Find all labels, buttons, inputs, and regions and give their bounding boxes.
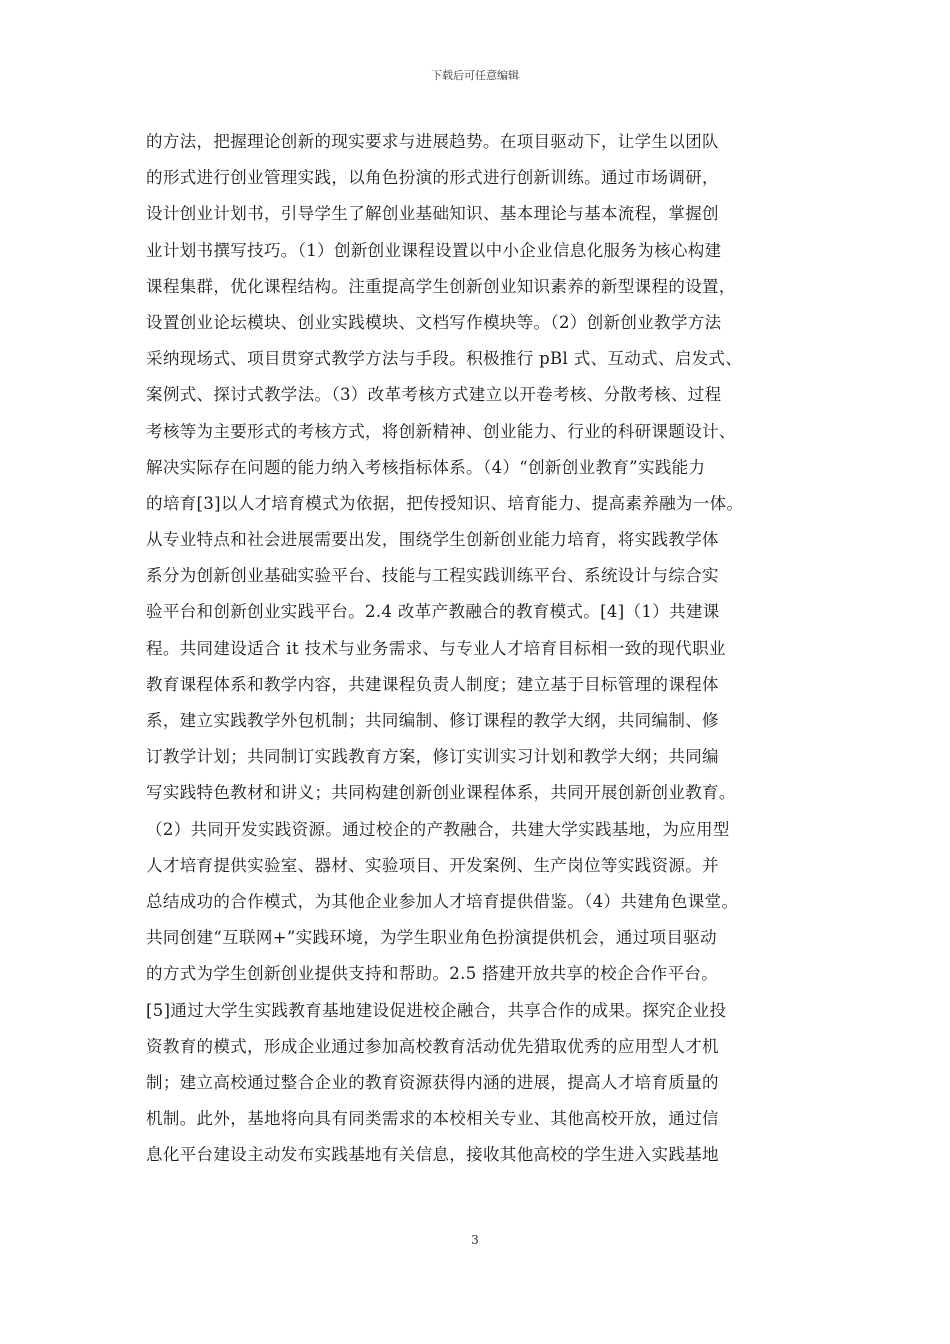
text-line: 息化平台建设主动发布实践基地有关信息，接收其他高校的学生进入实践基地 [146,1145,719,1165]
text-line: 系，建立实践教学外包机制；共同编制、修订课程的教学大纲，共同编制、修 [146,711,719,730]
text-line: 考核等为主要形式的考核方式，将创新精神、创业能力、行业的科研课题设计、 [146,421,736,441]
text-line: 共同创建“互联网+”实践环境，为学生职业角色扮演提供机会，通过项目驱动 [146,928,717,948]
text-line: 的培育[3]以人才培育模式为依据，把传授知识、培育能力、提高素养融为一体。 [146,493,744,513]
text-line: 解决实际存在问题的能力纳入考核指标体系。（4）“创新创业教育”实践能力 [146,457,706,477]
text-line: 课程集群，优化课程结构。注重提高学生创新创业知识素养的新型课程的设置， [146,276,736,296]
text-line: 写实践特色教材和讲义；共同构建创新创业课程体系，共同开展创新创业教育。 [146,783,736,803]
text-line: （2）共同开发实践资源。通过校企的产教融合，共建大学实践基地，为应用型 [146,819,730,839]
text-line: 设计创业计划书，引导学生了解创业基础知识、基本理论与基本流程，掌握创 [146,204,719,224]
text-line: 案例式、探讨式教学法。（3）改革考核方式建立以开卷考核、分散考核、过程 [146,385,722,405]
page-header: 下载后可任意编辑 [431,69,519,82]
document-body [146,124,818,1173]
text-line: 验平台和创新创业实践平台。2.4 改革产教融合的教育模式。[4]（1）共建课 [146,602,720,622]
text-line: 程。共同建设适合 it 技术与业务需求、与专业人才培育目标相一致的现代职业 [146,638,726,658]
page-number: 3 [471,1233,479,1247]
text-line: 的形式进行创业管理实践，以角色扮演的形式进行创新训练。通过市场调研， [146,168,719,188]
text-line: 设置创业论坛模块、创业实践模块、文档写作模块等。（2）创新创业教学方法 [146,312,722,332]
text-line: 的方式为学生创新创业提供支持和帮助。2.5 搭建开放共享的校企合作平台。 [146,964,719,984]
text-line: 业计划书撰写技巧。（1）创新创业课程设置以中小企业信息化服务为核心构建 [146,240,722,260]
text-line: 系分为创新创业基础实验平台、技能与工程实践训练平台、系统设计与综合实 [146,566,719,586]
text-line: 总结成功的合作模式，为其他企业参加人才培育提供借鉴。（4）共建角色课堂。 [146,891,739,911]
text-line: 从专业特点和社会进展需要出发，围绕学生创新创业能力培育，将实践教学体 [146,530,719,550]
text-line: 人才培育提供实验室、器材、实验项目、开发案例、生产岗位等实践资源。并 [146,855,719,875]
text-line: 订教学计划；共同制订实践教育方案，修订实训实习计划和教学大纲；共同编 [146,747,719,767]
text-line: [5]通过大学生实践教育基地建设促进校企融合，共享合作的成果。探究企业投 [146,1000,727,1020]
text-line: 机制。此外，基地将向具有同类需求的本校相关专业、其他高校开放，通过信 [146,1109,719,1129]
text-line: 教育课程体系和教学内容，共建课程负责人制度；建立基于目标管理的课程体 [146,674,719,694]
text-line: 采纳现场式、项目贯穿式教学方法与手段。积极推行 pBl 式、互动式、启发式、 [146,349,743,369]
text-line: 的方法，把握理论创新的现实要求与进展趋势。在项目驱动下，让学生以团队 [146,132,719,151]
text-line: 制；建立高校通过整合企业的教育资源获得内涵的进展，提高人才培育质量的 [146,1072,719,1092]
text-line: 资教育的模式，形成企业通过参加高校教育活动优先猎取优秀的应用型人才机 [146,1036,719,1056]
